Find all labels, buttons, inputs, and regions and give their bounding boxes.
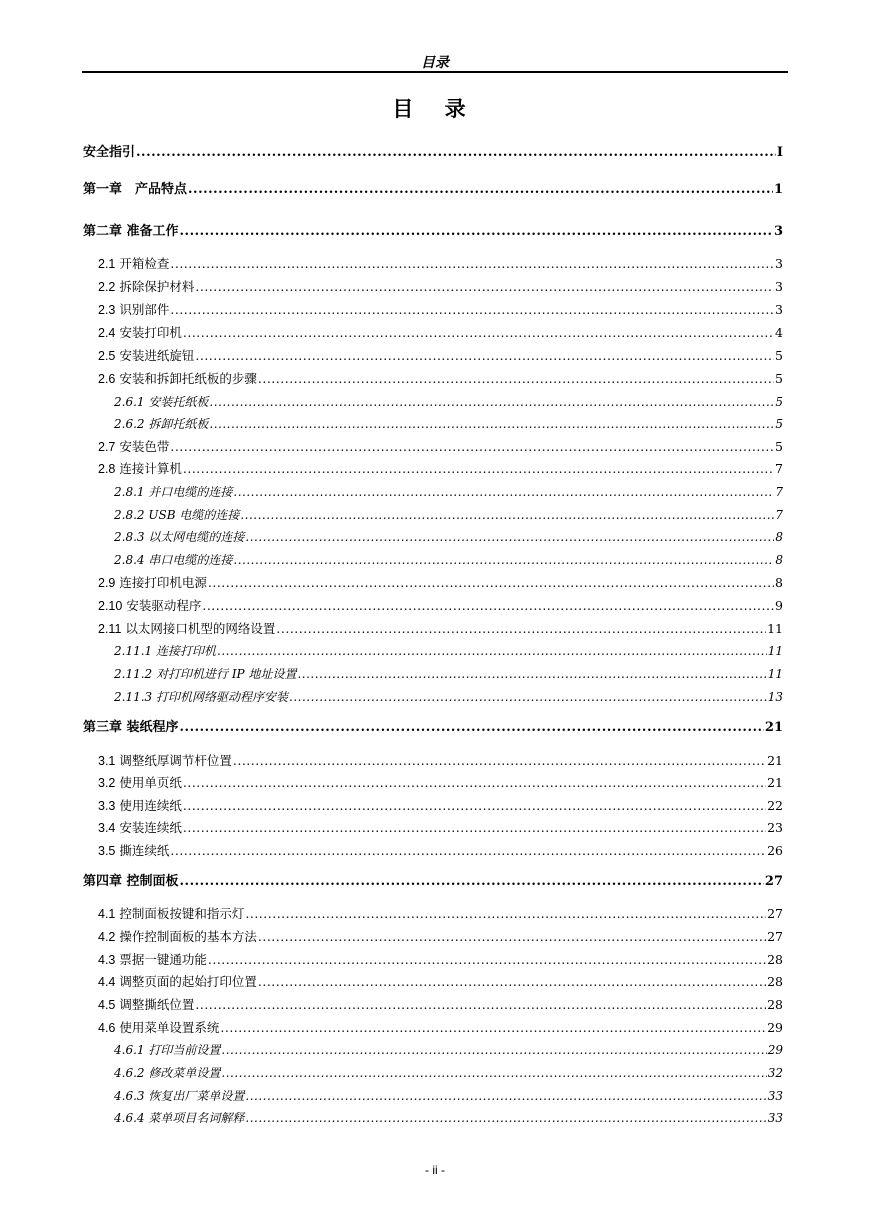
toc-entry[interactable]	[114, 664, 783, 684]
toc-entry[interactable]	[83, 718, 783, 738]
toc-entry[interactable]	[98, 369, 783, 389]
toc-entry-label: 使用连续纸	[119, 798, 182, 813]
toc-entry[interactable]	[98, 995, 783, 1015]
toc-entry-label: 调整撕纸位置	[119, 997, 195, 1012]
toc-entry-number: 3.2	[98, 776, 116, 790]
toc-entry-number: 4.6.1	[114, 1043, 145, 1057]
toc-entry-title	[114, 1108, 244, 1128]
toc-entry[interactable]	[98, 972, 783, 992]
toc-entry-title	[98, 751, 232, 771]
toc-entry-number: 3.3	[98, 799, 116, 813]
toc-entry[interactable]	[98, 596, 783, 616]
toc-entry[interactable]	[114, 1040, 783, 1060]
toc-entry-number: 4.2	[98, 930, 116, 944]
toc-entry-number: 2.1	[98, 257, 116, 271]
toc-entry-title	[114, 1086, 244, 1106]
toc-entry-title	[98, 818, 182, 838]
toc-entry-number: 2.2	[98, 280, 116, 294]
toc-entry-title	[114, 527, 244, 547]
toc-entry-label: 安装色带	[119, 439, 170, 454]
toc-entry[interactable]	[114, 1063, 783, 1083]
toc-entry-label: 撕连续纸	[119, 843, 170, 858]
toc-entry-label: 以太网电缆的连接	[148, 530, 245, 544]
toc-entry-number: 2.8.4	[114, 553, 145, 567]
toc-entry[interactable]	[98, 927, 783, 947]
toc-entry-title	[98, 841, 169, 861]
toc-entry[interactable]	[83, 872, 783, 892]
toc-entry[interactable]	[83, 180, 783, 200]
toc-entry-title	[114, 414, 208, 434]
toc-entry-title	[114, 1040, 220, 1060]
toc-entry-number: 4.6	[98, 1021, 116, 1035]
toc-entry-number: 2.11.3	[114, 690, 153, 704]
toc-entry-label: 第二章 准备工作	[83, 224, 179, 239]
toc-entry-page: 3	[775, 302, 783, 317]
toc-entry-title	[98, 573, 207, 593]
toc-entry-number: 2.8.3	[114, 530, 145, 544]
toc-entry-title	[98, 277, 194, 297]
toc-entry-label: 连接打印机电源	[119, 575, 207, 590]
toc-entry-title	[98, 796, 182, 816]
toc-entry-number: 4.6.2	[114, 1066, 145, 1080]
dot-leader	[245, 1086, 766, 1106]
toc-entry-number: 2.3	[98, 303, 116, 317]
toc-entry-label: 安全指引	[83, 145, 136, 160]
toc-entry-label: 控制面板按键和指示灯	[119, 906, 245, 921]
toc-entry-number: 4.5	[98, 998, 116, 1012]
dot-leader	[180, 718, 764, 738]
toc-entry[interactable]	[114, 527, 783, 547]
toc-entry-page: 29	[767, 1020, 783, 1035]
dot-leader	[183, 773, 766, 793]
dot-leader	[188, 180, 773, 200]
toc-entry-page: 33	[767, 1111, 783, 1125]
dot-leader	[233, 550, 774, 570]
toc-entry-title	[98, 773, 182, 793]
toc-entry[interactable]	[114, 505, 783, 525]
dot-leader	[183, 796, 766, 816]
dot-leader	[240, 505, 774, 525]
page-number: - ii -	[425, 1163, 445, 1177]
toc-entry[interactable]	[98, 904, 783, 924]
dot-leader	[221, 1040, 766, 1060]
toc-entry-number: 2.4	[98, 326, 116, 340]
toc-entry-number: 2.8.1	[114, 485, 145, 499]
toc-entry-label: 修改菜单设置	[148, 1066, 221, 1080]
toc-entry-number: 2.9	[98, 576, 116, 590]
dot-leader	[217, 641, 767, 661]
toc-entry-label: 第一章 产品特点	[83, 182, 188, 197]
toc-entry[interactable]	[98, 950, 783, 970]
toc-entry-label: 安装驱动程序	[126, 598, 202, 613]
toc-entry-title	[83, 718, 179, 738]
dot-leader	[233, 482, 774, 502]
dot-leader	[245, 1108, 766, 1128]
toc-entry-title	[114, 392, 208, 412]
toc-entry-page: 23	[767, 820, 783, 835]
toc-entry-page: 11	[767, 621, 783, 636]
toc-entry[interactable]	[98, 619, 783, 639]
running-header: 目录	[421, 55, 449, 71]
toc-entry-page: 5	[775, 439, 783, 454]
toc-entry[interactable]	[114, 1108, 783, 1128]
toc-entry-title	[114, 1063, 220, 1083]
toc-entry-page: 28	[767, 952, 783, 967]
toc-entry-number: 2.11.1	[114, 644, 153, 658]
toc-entry-page: 8	[775, 530, 783, 544]
toc-entry-page: 13	[767, 690, 783, 704]
toc-entry-label: 安装打印机	[119, 325, 182, 340]
toc-entry-page: 7	[775, 485, 783, 499]
toc-entry-page: 33	[767, 1089, 783, 1103]
dot-leader	[276, 619, 766, 639]
dot-leader	[258, 927, 766, 947]
toc-entry-page: 3	[775, 279, 783, 294]
toc-entry[interactable]	[114, 687, 783, 707]
dot-leader	[258, 369, 774, 389]
toc-entry[interactable]	[83, 143, 783, 163]
dot-leader	[258, 972, 766, 992]
toc-entry-title	[98, 437, 169, 457]
toc-entry-page: 28	[767, 997, 783, 1012]
toc-entry-number: 2.10	[98, 599, 123, 613]
toc-entry-title	[114, 482, 232, 502]
page-title: 目 录	[392, 96, 478, 121]
toc-entry-number: 2.7	[98, 440, 116, 454]
dot-leader	[183, 818, 766, 838]
toc-entry-label: 拆除保护材料	[119, 279, 195, 294]
toc-entry-title	[114, 687, 288, 707]
toc-entry[interactable]	[98, 796, 783, 816]
toc-entry-page: 8	[775, 553, 783, 567]
toc-entry-label: 安装进纸旋钮	[119, 348, 195, 363]
toc-entry-number: 2.11.2	[114, 667, 153, 681]
toc-entry-title	[83, 143, 135, 163]
toc-entry-label: 安装连续纸	[119, 820, 182, 835]
toc-entry[interactable]	[98, 751, 783, 771]
toc-entry-number: 4.4	[98, 975, 116, 989]
toc-entry-page: 29	[767, 1043, 783, 1057]
toc-entry-number: 4.1	[98, 907, 116, 921]
toc-entry[interactable]	[98, 773, 783, 793]
toc-entry-number: 2.8	[98, 462, 116, 476]
toc-entry-number: 4.6.3	[114, 1089, 145, 1103]
toc-entry-title	[98, 323, 182, 343]
toc-entry-title	[114, 664, 296, 684]
dot-leader	[183, 323, 774, 343]
toc-entry-label: 使用单页纸	[119, 775, 182, 790]
toc-entry-title	[98, 346, 194, 366]
dot-leader	[233, 751, 766, 771]
toc-entry[interactable]	[98, 1018, 783, 1038]
dot-leader	[209, 414, 774, 434]
toc-entry-page: 4	[775, 325, 783, 340]
dot-leader	[297, 664, 766, 684]
toc-entry[interactable]	[114, 392, 783, 412]
dot-leader	[195, 346, 774, 366]
toc-entry-page: 11	[767, 644, 783, 658]
toc-entry[interactable]	[114, 414, 783, 434]
toc-entry-label: 菜单项目名词解释	[148, 1111, 245, 1125]
toc-entry-label: 打印当前设置	[148, 1043, 221, 1057]
toc-entry-number: 2.11	[98, 622, 122, 636]
toc-entry-number: 3.5	[98, 844, 116, 858]
toc-entry-label: 拆卸托纸板	[148, 417, 209, 431]
dot-leader	[195, 995, 766, 1015]
toc-entry-page: 5	[775, 371, 783, 386]
toc-entry-number: 2.6.1	[114, 395, 145, 409]
toc-entry-label: USB 电缆的连接	[148, 508, 240, 522]
toc-entry-page: 27	[767, 906, 783, 921]
toc-entry-title	[83, 180, 187, 200]
toc-entry[interactable]	[98, 346, 783, 366]
toc-entry-page: 5	[775, 348, 783, 363]
toc-entry-title	[98, 619, 275, 639]
dot-leader	[208, 950, 766, 970]
toc-entry[interactable]	[114, 482, 783, 502]
toc-entry-page: 27	[767, 929, 783, 944]
toc-entry-title	[83, 872, 179, 892]
toc-entry-page: 32	[767, 1066, 783, 1080]
toc-entry-label: 安装和拆卸托纸板的步骤	[119, 371, 257, 386]
toc-entry[interactable]	[98, 818, 783, 838]
toc-entry-label: 操作控制面板的基本方法	[119, 929, 257, 944]
dot-leader	[220, 1018, 766, 1038]
toc-entry-page: 11	[767, 667, 783, 681]
toc-entry-page: 26	[767, 843, 783, 858]
toc-entry-label: 串口电缆的连接	[148, 553, 233, 567]
toc-entry-page: 5	[775, 417, 783, 431]
dot-leader	[221, 1063, 766, 1083]
toc-entry-label: 安装托纸板	[148, 395, 209, 409]
toc-entry-number: 3.4	[98, 821, 116, 835]
toc-entry-page: 21	[767, 775, 783, 790]
toc-entry-label: 第三章 装纸程序	[83, 720, 179, 735]
toc-entry-label: 以太网接口机型的网络设置	[125, 621, 276, 636]
toc-entry-number: 2.8.2	[114, 508, 145, 522]
toc-entry-title	[98, 369, 257, 389]
toc-entry-label: 调整页面的起始打印位置	[119, 974, 257, 989]
toc-entry-page: 9	[775, 598, 783, 613]
dot-leader	[136, 143, 776, 163]
dot-leader	[245, 904, 766, 924]
dot-leader	[170, 254, 774, 274]
dot-leader	[180, 872, 764, 892]
dot-leader	[170, 841, 766, 861]
toc-entry-title	[83, 222, 179, 242]
toc-entry-page: 3	[773, 224, 783, 239]
toc-entry-page: 7	[775, 508, 783, 522]
toc-entry[interactable]	[98, 459, 783, 479]
toc-entry[interactable]	[98, 841, 783, 861]
toc-entry-page: 7	[775, 461, 783, 476]
toc-entry-title	[98, 927, 257, 947]
toc-entry[interactable]	[98, 323, 783, 343]
toc-entry-title	[98, 254, 169, 274]
toc-entry-title	[98, 596, 201, 616]
toc-entry-label: 对打印机进行 IP 地址设置	[156, 667, 297, 681]
toc-entry-label: 开箱检查	[119, 256, 170, 271]
toc-entry-label: 并口电缆的连接	[148, 485, 233, 499]
toc-entry-page: 8	[775, 575, 783, 590]
toc-entry-title	[98, 904, 244, 924]
toc-entry[interactable]	[83, 222, 783, 242]
toc-entry-label: 识别部件	[119, 302, 170, 317]
toc-entry-number: 2.5	[98, 349, 116, 363]
dot-leader	[183, 459, 774, 479]
toc-entry-label: 连接打印机	[156, 644, 217, 658]
toc-entry-title	[114, 641, 216, 661]
toc-entry[interactable]	[114, 1086, 783, 1106]
toc-entry-title	[98, 950, 207, 970]
toc-entry-page: 21	[767, 753, 783, 768]
toc-entry-number: 2.6.2	[114, 417, 145, 431]
toc-entry-label: 恢复出厂菜单设置	[148, 1089, 245, 1103]
toc-entry-page: I	[776, 145, 783, 160]
toc-entry-number: 4.3	[98, 953, 116, 967]
dot-leader	[209, 392, 774, 412]
toc-entry-number: 4.6.4	[114, 1111, 145, 1125]
toc-entry-title	[98, 300, 169, 320]
toc-entry-title	[98, 1018, 219, 1038]
dot-leader	[202, 596, 774, 616]
toc-entry-title	[98, 995, 194, 1015]
toc-entry-label: 第四章 控制面板	[83, 874, 179, 889]
toc-entry-page: 21	[764, 720, 783, 735]
dot-leader	[195, 277, 774, 297]
toc-entry-title	[98, 459, 182, 479]
dot-leader	[208, 573, 774, 593]
toc-entry-label: 连接计算机	[119, 461, 182, 476]
toc-entry-title	[98, 972, 257, 992]
toc-entry-label: 调整纸厚调节杆位置	[119, 753, 232, 768]
toc-entry-number: 3.1	[98, 754, 116, 768]
dot-leader	[170, 300, 774, 320]
toc-entry-page: 3	[775, 256, 783, 271]
dot-leader	[289, 687, 767, 707]
toc-entry-title	[114, 505, 239, 525]
toc-entry-page: 22	[767, 798, 783, 813]
toc-entry[interactable]	[98, 277, 783, 297]
toc-entry[interactable]	[114, 641, 783, 661]
toc-entry-number: 2.6	[98, 372, 116, 386]
toc-entry-label: 票据一键通功能	[119, 952, 207, 967]
dot-leader	[180, 222, 773, 242]
toc-entry[interactable]	[98, 300, 783, 320]
dot-leader	[245, 527, 774, 547]
toc-entry-label: 使用菜单设置系统	[119, 1020, 220, 1035]
toc-entry[interactable]	[98, 254, 783, 274]
toc-entry[interactable]	[98, 573, 783, 593]
toc-entry[interactable]	[114, 550, 783, 570]
toc-entry-page: 5	[775, 395, 783, 409]
toc-entry-title	[114, 550, 232, 570]
dot-leader	[170, 437, 774, 457]
toc-entry[interactable]	[98, 437, 783, 457]
toc-entry-page: 1	[773, 182, 783, 197]
toc-entry-label: 打印机网络驱动程序安装	[156, 690, 289, 704]
toc-entry-page: 28	[767, 974, 783, 989]
toc-entry-page: 27	[764, 874, 783, 889]
